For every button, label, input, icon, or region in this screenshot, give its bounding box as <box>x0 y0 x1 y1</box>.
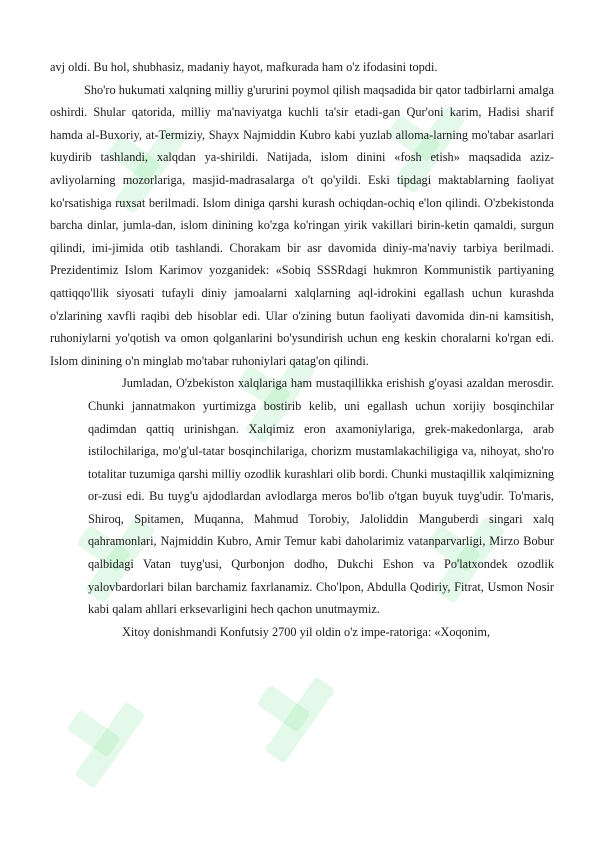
paragraph-soviet-policy: Sho'ro hukumati xalqning milliy g'ururini poymol qilish maqsadida bir qator tadbirlarni amalga oshirdi. Shular qatorida, milliy ma'naviyatga kuchli ta'sir etadi-gan Qur'oni karim, Hadisi sharif hamda al-Buxoriy, at-Termiziy, Shayx Najmiddin Kubro kabi yuzlab alloma-larning mo'tabar asarlari kuydirib tashlandi, xalqdan ya-shirildi. Natijada, islom dinini «fosh etish» maqsadida aziz-avliyolarning mozorlariga, masjid-madrasalarga o't qo'yildi. Eski tipdagi maktablarning faoliyat ko'rsatishiga ruxsat berilmadi. Islom diniga qarshi kurash ochiqdan-ochiq e'lon qilindi. O'zbekistonda barcha dinlar, jumla-dan, islom dinining ko'zga ko'ringan yirik vakillari birin-ketin qamaldi, surgun qilindi, imi-jimida otib tashlandi. Chorakam bir asr davomida diniy-ma'naviy tarbiya berilmadi. Prezidentimiz Islom Karimov yozganidek: «Sobiq SSSRdagi hukmron Kommunistik partiyaning qattiqqo'llik siyosati tufayli diniy jamoalarni xalqlarning aql-idrokini egallash uchun kurashda o'zlarining xavfli raqibi deb hisoblar edi. Ular o'zining butun faoliyati davomida din-ni kamsitish, ruhoniylarni yo'qotish va omon qolganlarini bo'ysundirish uchun eng keskin choralarni ko'rgan edi. Islom dinining o'n minglab mo'tabar ruhoniylari qatag'on qilindi. <box>50 82 554 368</box>
paragraph-independence-idea: Jumladan, O'zbekiston xalqlariga ham mustaqillikka erishish g'oyasi azaldan merosdir. Chunki jannatmakon yurtimizga bostirib kelib, uni egallash uchun xorijiy bosqinchilar qadimdan qattiq urinishgan. Xalqimiz eron axamoniylariga, grek-makedonlarga, arab istilochilariga, mo'g'ul-tatar bosqinchilariga, chorizm mustamlakachiligiga va, nihoyat, sho'ro totalitar tuzumiga qarshi milliy ozodlik kurashlari olib bordi. Chunki mustaqillik xalqimizning or-zusi edi. Bu tuyg'u ajdodlardan avlodlarga meros bo'lib o'tgan buyuk tuyg'udir. To'maris, Shiroq, Spitamen, Muqanna, Mahmud Torobiy, Jaloliddin Manguberdi singari xalq qahramonlari, Najmiddin Kubro, Amir Temur kabi daholarimiz vatanparvarligi, Mirzo Bobur qalbidagi Vatan tuyg'usi, Qurbonjon dodho, Dukchi Eshon va Po'latxondek ozodlik yalovbardorlari bilan barchamiz faxrlanamiz. Cho'lpon, Abdulla Qodiriy, Fitrat, Usmon Nosir kabi qalam ahllari erksevarligini hech qachon unutmaymiz. <box>88 376 554 617</box>
document-body <box>50 56 554 643</box>
watermark-mark-6 <box>47 682 145 788</box>
paragraph-confucius: Xitoy donishmandi Konfutsiy 2700 yil oldin o'z impe-ratoriga: «Xoqonim, <box>122 624 491 639</box>
paragraph-continuation: avj oldi. Bu hol, shubhasiz, madaniy hayot, mafkurada ham o'z ifodasini topdi. <box>50 60 438 74</box>
watermark-mark-7 <box>237 657 335 763</box>
